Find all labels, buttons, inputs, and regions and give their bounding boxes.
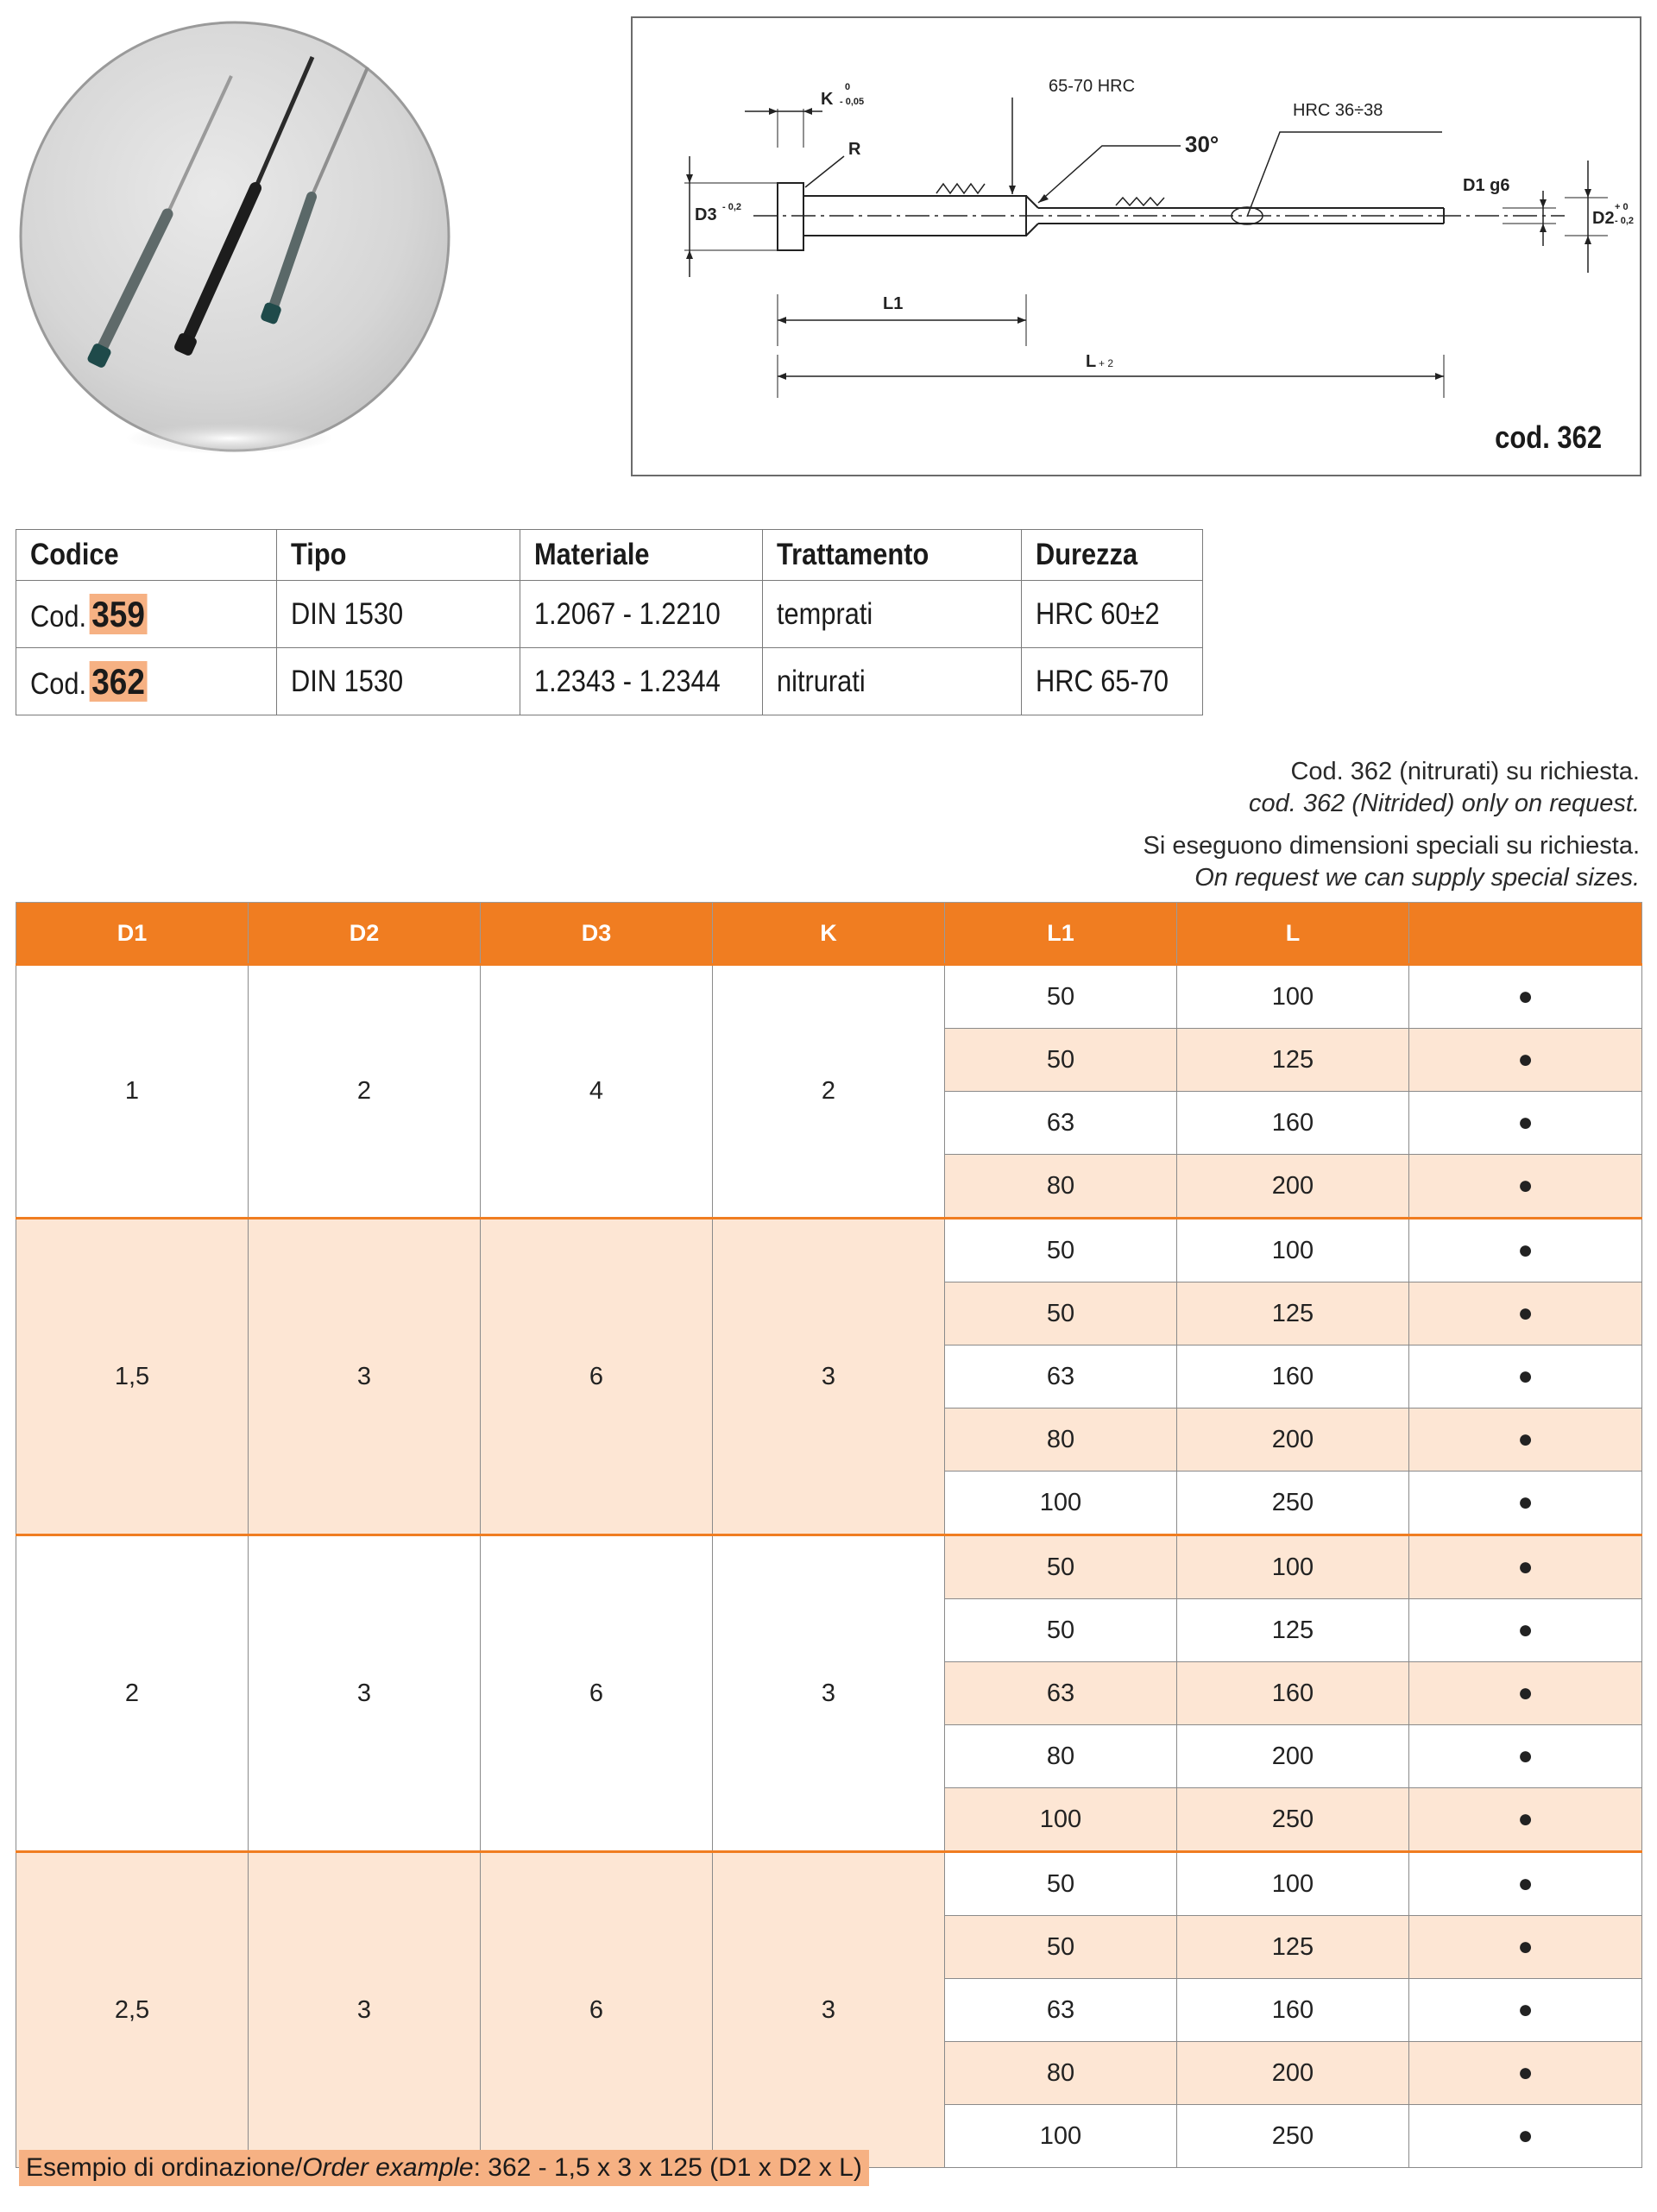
availability-dot: ● xyxy=(1409,1979,1642,2042)
cell-l: 125 xyxy=(1177,1599,1409,1662)
cell-l: 100 xyxy=(1177,1535,1409,1599)
spec-row xyxy=(16,581,1203,648)
cell-l: 100 xyxy=(1177,1852,1409,1916)
availability-dot: ● xyxy=(1409,1472,1642,1535)
availability-dot: ● xyxy=(1409,1282,1642,1345)
cell-l: 250 xyxy=(1177,1472,1409,1535)
cell-k: 2 xyxy=(713,965,945,1219)
spec-header-durezza: Durezza xyxy=(1022,530,1203,581)
cell-l1: 63 xyxy=(945,1979,1177,2042)
d2-tol-bottom: - 0,2 xyxy=(1615,216,1635,226)
cell-l: 250 xyxy=(1177,1788,1409,1852)
cell-l1: 80 xyxy=(945,1408,1177,1472)
cell-d1: 1,5 xyxy=(16,1219,249,1535)
availability-dot: ● xyxy=(1409,1852,1642,1916)
spec-header-tipo: Tipo xyxy=(276,530,520,581)
k-tol-bottom: - 0,05 xyxy=(840,97,865,107)
hrc-head-label: HRC 36÷38 xyxy=(1293,101,1383,120)
cell-d1: 1 xyxy=(16,965,249,1219)
cell-l: 200 xyxy=(1177,2042,1409,2105)
l-tol: + 2 xyxy=(1099,357,1114,369)
spec-header-codice: Codice xyxy=(16,530,277,581)
availability-dot: ● xyxy=(1409,1788,1642,1852)
technical-drawing xyxy=(631,16,1641,476)
spec-cell-durezza: HRC 60±2 xyxy=(1022,581,1203,648)
cell-d1: 2,5 xyxy=(16,1852,249,2168)
cell-l1: 50 xyxy=(945,1282,1177,1345)
availability-dot: ● xyxy=(1409,2042,1642,2105)
cell-d1: 2 xyxy=(16,1535,249,1852)
spec-header-materiale: Materiale xyxy=(520,530,763,581)
table-row xyxy=(16,1852,1642,1916)
cell-l1: 50 xyxy=(945,1219,1177,1282)
cell-l: 200 xyxy=(1177,1725,1409,1788)
cell-l1: 100 xyxy=(945,1788,1177,1852)
cell-l: 100 xyxy=(1177,1219,1409,1282)
dims-header-k: K xyxy=(713,903,945,965)
cell-l: 160 xyxy=(1177,1345,1409,1408)
cell-l1: 100 xyxy=(945,2105,1177,2168)
availability-dot: ● xyxy=(1409,1408,1642,1472)
product-photo xyxy=(14,16,456,457)
cell-l1: 80 xyxy=(945,1725,1177,1788)
cell-d3: 4 xyxy=(481,965,713,1219)
cell-l: 250 xyxy=(1177,2105,1409,2168)
cell-l1: 50 xyxy=(945,1535,1177,1599)
cell-l1: 50 xyxy=(945,1599,1177,1662)
cell-d3: 6 xyxy=(481,1219,713,1535)
l-label: L xyxy=(1086,352,1097,371)
table-row xyxy=(16,965,1642,1029)
availability-dot: ● xyxy=(1409,1599,1642,1662)
table-row xyxy=(16,1535,1642,1599)
spec-table xyxy=(16,529,1203,715)
cell-l1: 50 xyxy=(945,1916,1177,1979)
hrc-tip-label: 65-70 HRC xyxy=(1049,77,1136,96)
cell-l: 160 xyxy=(1177,1979,1409,2042)
availability-dot: ● xyxy=(1409,2105,1642,2168)
angle-label: 30° xyxy=(1185,131,1219,157)
availability-dot: ● xyxy=(1409,1092,1642,1155)
spec-cell-code: Cod. 359 xyxy=(16,581,277,648)
availability-dot: ● xyxy=(1409,1725,1642,1788)
cell-l1: 80 xyxy=(945,2042,1177,2105)
spec-cell-trattamento: temprati xyxy=(763,581,1022,648)
cell-l1: 50 xyxy=(945,1029,1177,1092)
spec-cell-tipo: DIN 1530 xyxy=(276,648,520,715)
spec-cell-trattamento: nitrurati xyxy=(763,648,1022,715)
cell-l1: 63 xyxy=(945,1092,1177,1155)
cell-d2: 3 xyxy=(249,1852,481,2168)
d2-label: D2 xyxy=(1592,209,1615,228)
availability-dot: ● xyxy=(1409,1345,1642,1408)
drawing-code: cod. 362 xyxy=(1495,419,1602,455)
cell-d2: 3 xyxy=(249,1535,481,1852)
cell-d3: 6 xyxy=(481,1852,713,2168)
dims-header-d2: D2 xyxy=(249,903,481,965)
cell-l1: 80 xyxy=(945,1155,1177,1219)
cell-l: 125 xyxy=(1177,1029,1409,1092)
cell-l1: 63 xyxy=(945,1662,1177,1725)
d3-label: D3 xyxy=(695,205,717,224)
spec-cell-materiale: 1.2067 - 1.2210 xyxy=(520,581,763,648)
note-line: On request we can supply special sizes. xyxy=(1194,864,1640,892)
availability-dot: ● xyxy=(1409,965,1642,1029)
cell-d2: 2 xyxy=(249,965,481,1219)
cell-l1: 50 xyxy=(945,1852,1177,1916)
availability-dot: ● xyxy=(1409,1155,1642,1219)
spec-cell-durezza: HRC 65-70 xyxy=(1022,648,1203,715)
availability-dot: ● xyxy=(1409,1916,1642,1979)
cell-k: 3 xyxy=(713,1219,945,1535)
spec-header-trattamento: Trattamento xyxy=(763,530,1022,581)
dims-header-row xyxy=(16,903,1642,965)
table-row xyxy=(16,1219,1642,1282)
code-badge: 362 xyxy=(90,661,148,702)
spec-row xyxy=(16,648,1203,715)
k-tol-top: 0 xyxy=(845,82,851,92)
cell-l: 125 xyxy=(1177,1916,1409,1979)
cell-l: 160 xyxy=(1177,1092,1409,1155)
note-line: Si eseguono dimensioni speciali su richiesta. xyxy=(1143,832,1640,860)
spec-cell-materiale: 1.2343 - 1.2344 xyxy=(520,648,763,715)
d2-tol-top: + 0 xyxy=(1615,202,1629,212)
spec-cell-code: Cod. 362 xyxy=(16,648,277,715)
order-example: Esempio di ordinazione/Order example: 362 - 1,5 x 3 x 125 (D1 x D2 x L) xyxy=(19,2150,869,2186)
note-line: Cod. 362 (nitrurati) su richiesta. xyxy=(1290,758,1640,785)
spec-header-row xyxy=(16,530,1203,581)
dims-header-d3: D3 xyxy=(481,903,713,965)
availability-dot: ● xyxy=(1409,1535,1642,1599)
cell-k: 3 xyxy=(713,1535,945,1852)
dimensions-table xyxy=(16,902,1642,2168)
spec-cell-tipo: DIN 1530 xyxy=(276,581,520,648)
cell-l: 200 xyxy=(1177,1408,1409,1472)
cell-k: 3 xyxy=(713,1852,945,2168)
d1-label: D1 g6 xyxy=(1463,176,1510,195)
dims-header-availability xyxy=(1409,903,1642,965)
cell-l: 125 xyxy=(1177,1282,1409,1345)
dims-header-l1: L1 xyxy=(945,903,1177,965)
cell-l: 160 xyxy=(1177,1662,1409,1725)
availability-dot: ● xyxy=(1409,1219,1642,1282)
cell-l1: 50 xyxy=(945,965,1177,1029)
availability-dot: ● xyxy=(1409,1662,1642,1725)
cell-d2: 3 xyxy=(249,1219,481,1535)
l1-label: L1 xyxy=(883,294,904,313)
cell-l: 200 xyxy=(1177,1155,1409,1219)
k-label: K xyxy=(821,90,834,109)
cell-d3: 6 xyxy=(481,1535,713,1852)
dims-header-d1: D1 xyxy=(16,903,249,965)
r-label: R xyxy=(848,140,861,159)
cell-l: 100 xyxy=(1177,965,1409,1029)
availability-dot: ● xyxy=(1409,1029,1642,1092)
code-badge: 359 xyxy=(90,594,148,634)
d3-tol: - 0,2 xyxy=(722,202,742,212)
cell-l1: 63 xyxy=(945,1345,1177,1408)
cell-l1: 100 xyxy=(945,1472,1177,1535)
dims-header-l: L xyxy=(1177,903,1409,965)
note-line: cod. 362 (Nitrided) only on request. xyxy=(1249,790,1640,817)
notes xyxy=(1144,756,1640,894)
